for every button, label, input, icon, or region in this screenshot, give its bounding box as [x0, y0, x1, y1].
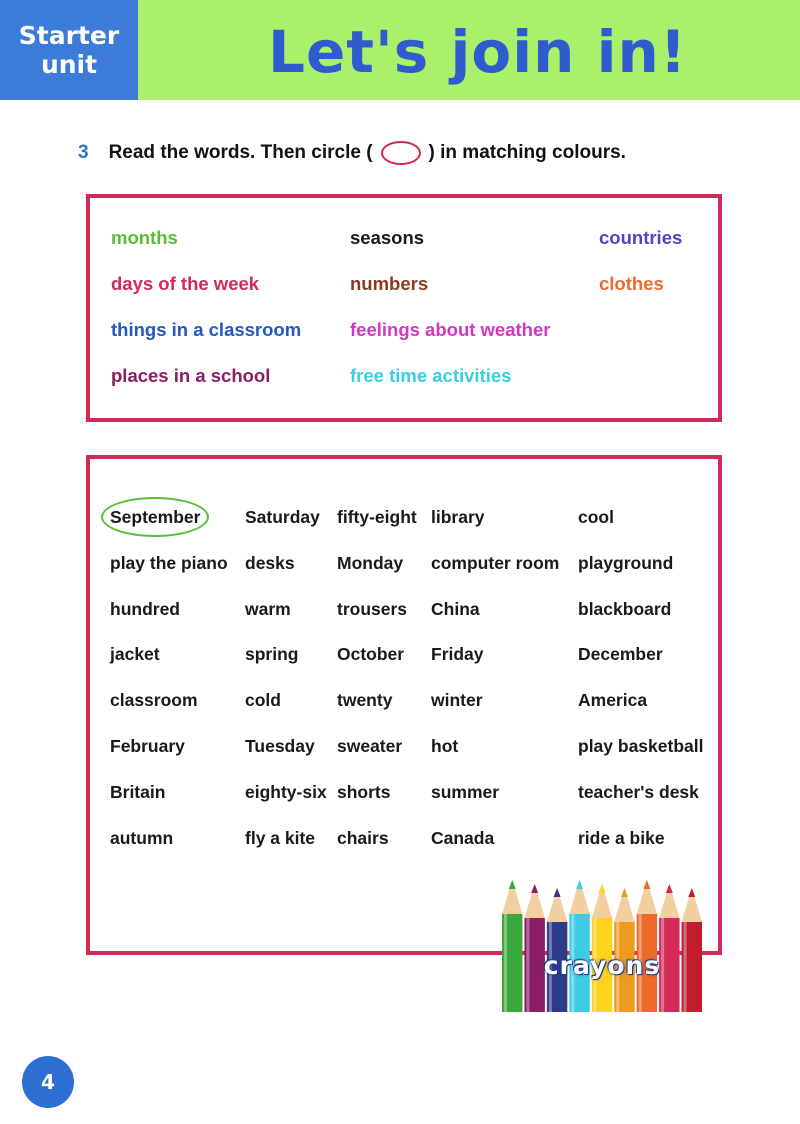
crayons-label: crayons	[543, 951, 661, 980]
instruction-text-before: Read the words. Then circle (	[108, 142, 373, 163]
word-item[interactable]: winter	[431, 690, 483, 711]
word-item[interactable]: fifty-eight	[337, 507, 417, 527]
word-item[interactable]: September	[110, 507, 201, 527]
category-label: free time activities	[350, 365, 512, 386]
word-item[interactable]: desks	[245, 552, 295, 573]
crayon	[637, 880, 657, 1012]
word-item[interactable]: Britain	[110, 781, 166, 802]
word-item[interactable]: China	[431, 598, 480, 619]
unit-label-line1: Starter	[18, 21, 120, 50]
category-label: things in a classroom	[111, 319, 302, 340]
word-item[interactable]: trousers	[337, 598, 408, 619]
instruction-text-after: ) in matching colours.	[428, 142, 626, 163]
word-item[interactable]: shorts	[337, 781, 391, 802]
crayon	[659, 884, 679, 1012]
word-item[interactable]: hundred	[110, 598, 180, 619]
category-label: days of the week	[111, 273, 260, 294]
page-title: Let's join in!	[268, 18, 688, 86]
word-item[interactable]: computer room	[431, 552, 560, 573]
word-item[interactable]: play basketball	[578, 736, 704, 756]
word-item[interactable]: play the piano	[110, 552, 228, 573]
word-item[interactable]: library	[431, 507, 485, 527]
word-item[interactable]: hot	[431, 736, 459, 756]
word-item[interactable]: teacher's desk	[578, 781, 699, 802]
page-number: 4	[22, 1056, 74, 1108]
crayons-illustration	[501, 876, 703, 1012]
word-item[interactable]: playground	[578, 552, 674, 573]
word-item[interactable]: fly a kite	[245, 827, 316, 848]
unit-tab	[0, 0, 138, 100]
word-item[interactable]: Canada	[431, 827, 495, 848]
word-item[interactable]: twenty	[337, 690, 393, 711]
unit-label-line2: unit	[40, 50, 98, 79]
word-item[interactable]: spring	[245, 644, 299, 665]
category-label: numbers	[350, 273, 429, 294]
word-item[interactable]: cold	[245, 690, 281, 711]
category-label: seasons	[350, 227, 425, 248]
word-item[interactable]: Saturday	[245, 507, 320, 527]
word-item[interactable]: warm	[245, 598, 291, 619]
word-item[interactable]: December	[578, 644, 663, 665]
word-item[interactable]: Monday	[337, 552, 404, 573]
word-item[interactable]: Friday	[431, 644, 484, 665]
word-item[interactable]: autumn	[110, 827, 174, 848]
crayons-image	[501, 876, 703, 1012]
category-label: countries	[599, 227, 683, 248]
word-item[interactable]: jacket	[110, 644, 160, 665]
exercise-instruction	[78, 141, 626, 165]
category-label: clothes	[599, 273, 664, 294]
oval-icon	[381, 141, 421, 165]
word-item[interactable]: America	[578, 690, 648, 711]
category-label: feelings about weather	[350, 319, 551, 340]
word-item[interactable]: chairs	[337, 827, 389, 848]
crayon	[569, 880, 589, 1012]
crayon	[682, 888, 702, 1012]
word-item[interactable]: classroom	[110, 690, 198, 711]
word-item[interactable]: sweater	[337, 736, 403, 756]
crayon	[524, 884, 544, 1012]
word-item[interactable]: October	[337, 644, 405, 665]
word-item[interactable]: blackboard	[578, 598, 672, 619]
word-item[interactable]: February	[110, 736, 185, 756]
category-label: months	[111, 227, 178, 248]
crayon	[547, 888, 567, 1012]
word-item[interactable]: eighty-six	[245, 781, 327, 802]
word-item[interactable]: Tuesday	[245, 736, 315, 756]
crayon	[592, 884, 612, 1012]
word-item[interactable]: summer	[431, 781, 500, 802]
crayon	[614, 888, 634, 1012]
crayon	[502, 880, 522, 1012]
word-item[interactable]: cool	[578, 507, 614, 527]
word-item[interactable]: ride a bike	[578, 827, 665, 848]
category-label: places in a school	[111, 365, 271, 386]
exercise-number: 3	[78, 142, 89, 163]
